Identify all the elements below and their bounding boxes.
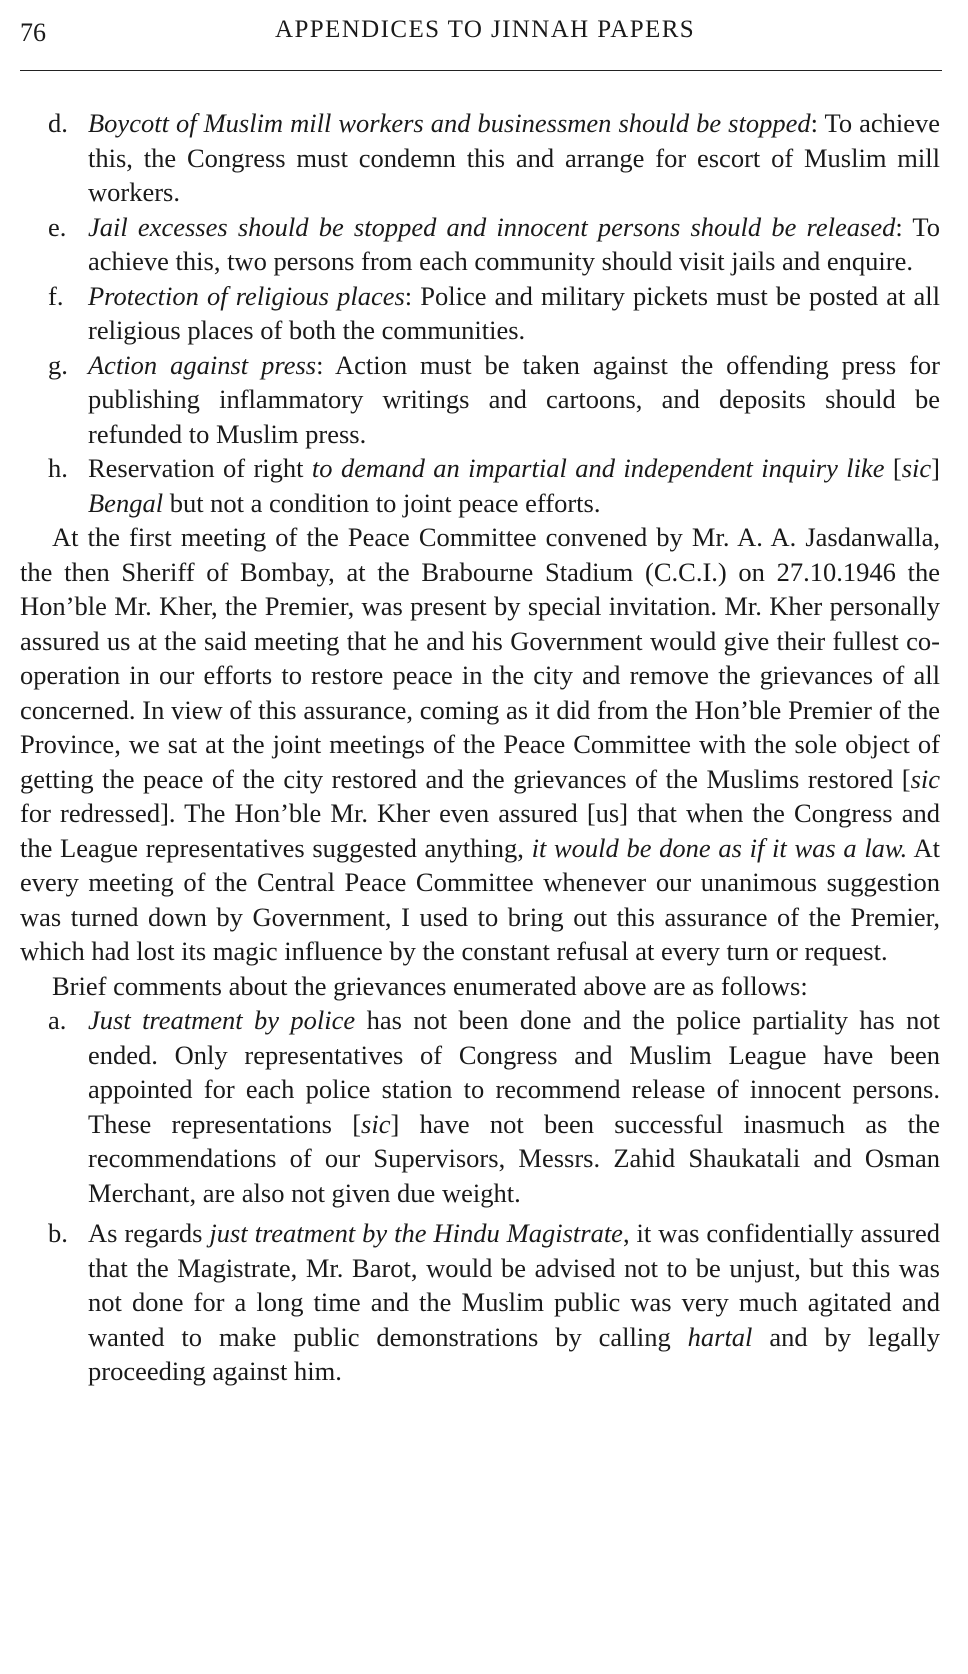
demands-list <box>20 106 940 520</box>
list-item-text <box>88 1003 940 1210</box>
page-header <box>20 14 942 54</box>
text-run: ] <box>931 453 940 483</box>
list-item <box>20 279 940 348</box>
text-run: [ <box>892 453 902 483</box>
text-run: and by legally proceeding against him. <box>88 1321 941 1386</box>
text-run: , it was confidentially assured that the Magistrate, Mr. Barot, would be advised not to be unjust, but this was not done for a long time and the Muslim public was very much agitated and wanted to make public demonstrations by calling <box>88 1218 940 1352</box>
italic-text: just treatment by the Hindu Magistrate <box>209 1218 623 1248</box>
text-run: : Police and military pickets must be posted at all religious places of both the communities. <box>88 280 940 345</box>
body-paragraph <box>20 520 940 969</box>
list-item-text <box>88 210 940 279</box>
text-run: At the first meeting of the Peace Committee convened by Mr. A. A. Jasdanwalla, the then Sheriff of Bombay, at the Brabourne Stadium (C.C.I.) on 27.10.1946 the Hon’ble Mr. Kher, the Premier, was present by special invitation. Mr. Kher personally assured us at the said meeting that he and his Government would give their fullest co-operation in our efforts to restore peace in the city and remove the grievances of all concerned. In view of this assurance, coming as it did from the Hon’ble Premier of the Province, we sat at the joint meetings of the Peace Committee with the sole object of getting the peace of the city restored and the grievances of the Muslims restored [ <box>20 522 940 794</box>
italic-text: Just treatment by police <box>88 1005 356 1035</box>
list-item-text <box>88 279 940 348</box>
header-rule <box>20 70 942 71</box>
comments-list <box>20 1003 940 1389</box>
italic-text: Action against press <box>88 349 317 380</box>
list-item-text <box>88 1216 940 1389</box>
list-item-text <box>88 348 940 452</box>
list-marker: e. <box>48 211 67 242</box>
list-marker: g. <box>48 349 68 380</box>
list-marker: b. <box>48 1218 68 1248</box>
italic-text: Boycott of Muslim mill workers and businessmen should be stopped <box>88 108 811 138</box>
list-marker: h. <box>48 453 68 483</box>
text-run: Brief comments about the grievances enumerated above are as follows: <box>52 970 808 1001</box>
text-run: : To achieve this, two persons from each community should visit jails and enquire. <box>88 211 940 276</box>
text-run: : Action must be taken against the offending press for publishing inflammatory writings and cartoons, and deposits should be refunded to Muslim press. <box>88 349 940 449</box>
text-run: for redressed]. The Hon’ble Mr. Kher even assured [us] that when the Congress and the League representatives suggested anything, <box>20 798 940 863</box>
list-item <box>20 210 940 279</box>
list-marker: f. <box>48 280 64 311</box>
paragraphs <box>20 520 940 1003</box>
italic-text: it would be done as if it was a law. <box>531 832 908 863</box>
list-marker: a. <box>48 1005 67 1035</box>
text-run: At every meeting of the Central Peace Committee whenever our unanimous suggestion was turned down by Government, I used to bring out this assurance of the Premier, which had lost its magic influence by the constant refusal at every turn or request. <box>20 832 940 966</box>
text-run: Reservation of right <box>88 453 312 483</box>
list-item <box>20 451 940 520</box>
text-run: ] have not been successful inasmuch as the recommendations of our Supervisors, Messrs. Zahid Shaukatali and Osman Merchant, are also not given due weight. <box>88 1108 940 1208</box>
list-item <box>20 1003 940 1210</box>
running-title: APPENDICES TO JINNAH PAPERS <box>275 16 696 43</box>
text-run: but not a condition to joint peace efforts. <box>163 487 601 518</box>
page-number: 76 <box>20 18 46 47</box>
list-item-text <box>88 451 940 520</box>
italic-text: Bengal <box>88 487 164 518</box>
list-item <box>20 348 940 452</box>
list-item <box>20 106 940 210</box>
italic-text: sic <box>361 1108 391 1139</box>
italic-text: hartal <box>687 1321 753 1352</box>
text-run: has not been done and the police partiality has not ended. Only representatives of Congress and Muslim League have been appointed for each police station to recommend release of innocent persons. These representations [ <box>88 1005 940 1139</box>
list-marker: d. <box>48 108 68 138</box>
italic-text: sic <box>901 453 932 483</box>
italic-text: Protection of religious places <box>88 280 405 311</box>
body-paragraph <box>20 969 940 1004</box>
italic-text: sic <box>910 763 940 794</box>
list-item-text <box>88 106 940 210</box>
italic-text: Jail excesses should be stopped and innocent persons should be released <box>88 211 896 242</box>
italic-text: to demand an impartial and independent inquiry like <box>311 453 893 483</box>
list-item <box>20 1216 940 1389</box>
text-run: As regards <box>88 1218 210 1248</box>
text-run: : To achieve this, the Congress must condemn this and arrange for escort of Muslim mill workers. <box>88 108 940 207</box>
body-text <box>20 106 940 1389</box>
